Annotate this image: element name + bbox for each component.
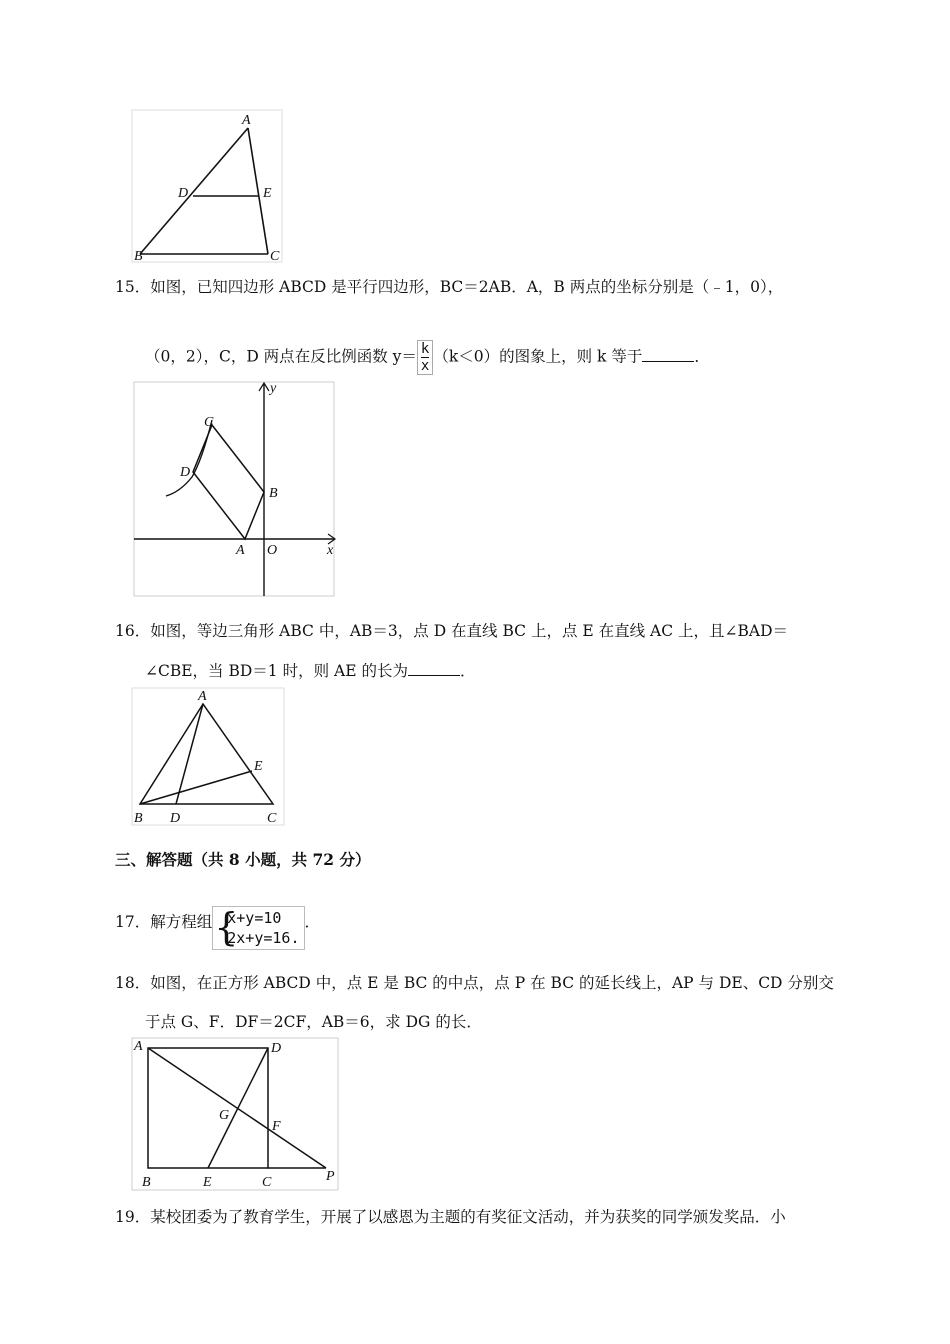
label-a: A: [236, 543, 245, 558]
label-a: A: [198, 689, 207, 704]
label-b: B: [269, 486, 278, 501]
equilateral-svg: [130, 686, 288, 828]
label-x: x: [327, 543, 334, 558]
section-heading: 三、解答题（共 8 小题，共 72 分）: [115, 850, 371, 869]
q17-text: 解方程组: [150, 913, 213, 931]
q18-line2: [145, 1012, 482, 1032]
q18-text1: 如图，在正方形 ABCD 中，点 E 是 BC 的中点，点 P 在 BC 的延长线上，AP 与 DE、CD 分别交: [150, 974, 834, 992]
q18-line1: [115, 973, 834, 993]
label-a: A: [242, 113, 251, 128]
label-g: G: [219, 1108, 230, 1123]
label-b: B: [142, 1175, 151, 1190]
label-b: B: [134, 811, 143, 826]
label-y: y: [270, 381, 277, 396]
hyperbola-curve: [166, 420, 212, 496]
q15-answer-blank[interactable]: [642, 345, 694, 362]
parallelogram-abcd: [193, 425, 264, 539]
square-svg: [130, 1036, 342, 1192]
q18-number: 18．: [115, 974, 151, 992]
q16-text2: ∠CBE，当 BD＝1 时，则 AE 的长为: [145, 662, 408, 680]
segment-ab: [140, 128, 248, 254]
label-c: C: [270, 249, 280, 264]
figure-frame: [134, 382, 334, 596]
q16-text1: 如图，等边三角形 ABC 中，AB＝3，点 D 在直线 BC 上，点 E 在直线 AC 上，且∠BAD＝: [150, 622, 789, 640]
q17-line: [115, 906, 320, 950]
q16-number: 16．: [115, 622, 151, 640]
label-c: C: [204, 415, 214, 430]
fraction-denominator: x: [420, 358, 430, 374]
figure-parallelogram-coordinate: [132, 380, 338, 602]
label-f: F: [272, 1119, 281, 1134]
q15-text2-end: ．: [694, 347, 710, 366]
q15-line2: [145, 340, 710, 375]
equation-system: [212, 906, 304, 950]
figure-frame: [132, 110, 282, 262]
q15-text1: 如图，已知四边形 ABCD 是平行四边形，BC＝2AB．A，B 两点的坐标分别是（﹣1，0），: [150, 278, 784, 296]
q15-line1: [115, 277, 783, 297]
fraction-numerator: k: [420, 341, 430, 357]
label-e: E: [263, 186, 272, 201]
label-c: C: [267, 811, 277, 826]
label-d: D: [170, 811, 181, 826]
q19-number: 19．: [115, 1208, 151, 1226]
segment-de: [208, 1048, 268, 1168]
figure-square: [130, 1036, 342, 1192]
q17-number: 17．: [115, 913, 151, 931]
q16-line1: [115, 621, 788, 641]
figure-equilateral-triangle: [130, 686, 288, 828]
triangle-de-svg: [130, 108, 290, 268]
q15-number: 15．: [115, 278, 151, 296]
q16-text2-end: ．: [459, 662, 476, 680]
label-e: E: [254, 759, 263, 774]
q19-line1: [115, 1207, 786, 1227]
label-e: E: [203, 1175, 212, 1190]
figure-triangle-de: [130, 108, 290, 268]
triangle-abc: [140, 704, 273, 804]
label-d: D: [178, 186, 189, 201]
square-abcd: [148, 1048, 268, 1168]
fraction-k-over-x: [417, 340, 433, 375]
segment-ap: [148, 1048, 326, 1168]
label-b: B: [134, 249, 143, 264]
parallelogram-svg: [132, 380, 338, 602]
label-d: D: [180, 465, 191, 480]
q16-answer-blank[interactable]: [408, 659, 460, 676]
label-c: C: [262, 1175, 272, 1190]
q19-text1: 某校团委为了教育学生，开展了以感恩为主题的有奖征文活动，并为获奖的同学颁发奖品．小: [150, 1208, 786, 1226]
label-a: A: [134, 1039, 143, 1054]
brace-icon: {: [214, 905, 239, 949]
label-o: O: [267, 543, 278, 558]
q15-text2-post: （k＜0）的图象上，则 k 等于: [433, 347, 643, 366]
label-p: P: [326, 1169, 335, 1184]
q16-line2: [145, 659, 475, 681]
q17-end: ．: [304, 913, 321, 931]
q15-text2-pre: （0，2），C，D 两点在反比例函数 y＝: [145, 347, 417, 366]
label-d: D: [271, 1041, 282, 1056]
equation-1: x+y=10: [227, 909, 282, 927]
q18-text2: 于点 G、F．DF＝2CF，AB＝6，求 DG 的长．: [145, 1013, 482, 1031]
equation-2: 2x+y=16.: [227, 929, 300, 947]
